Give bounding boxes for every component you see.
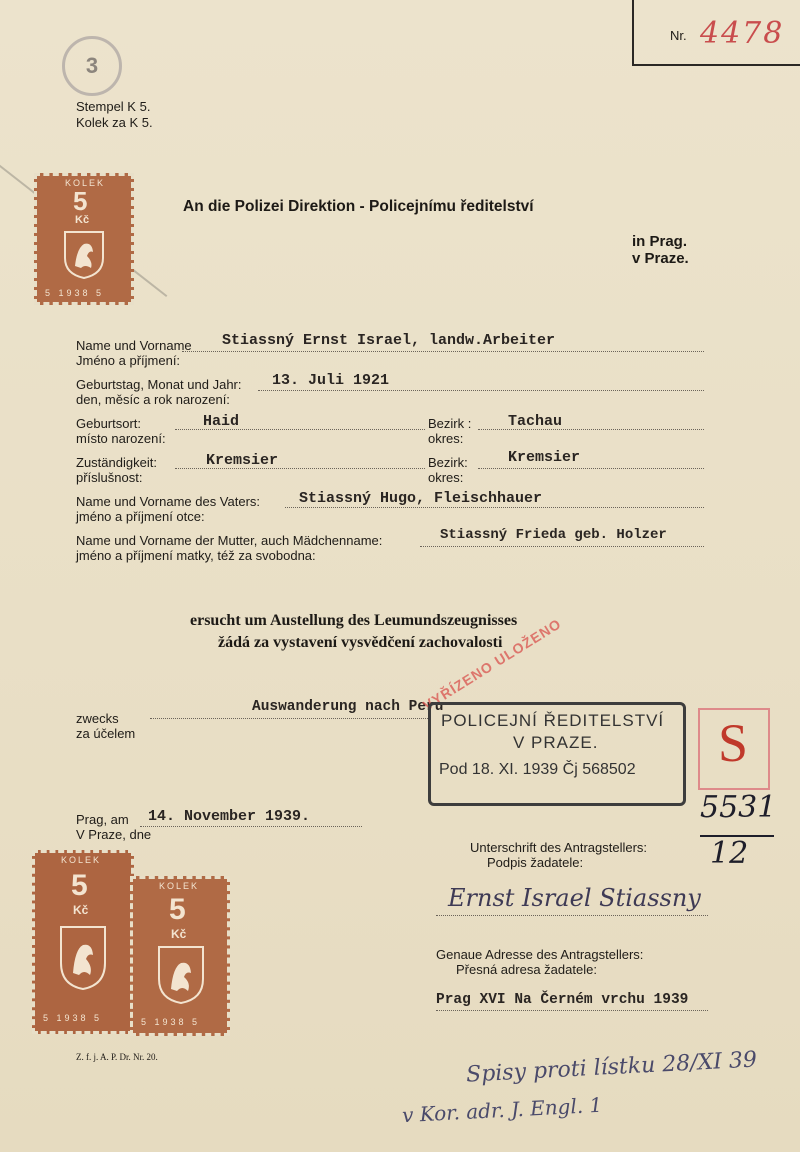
- police-stamp-line3: Pod 18. XI. 1939 Čj 568502: [439, 761, 636, 778]
- mother-underline: [420, 546, 704, 547]
- request-line-cz: žádá za vystavení vysvědčení zachovalosti: [218, 634, 503, 651]
- father-label-cz: jméno a příjmení otce:: [76, 509, 205, 524]
- address-label-cz: Přesná adresa žadatele:: [456, 962, 597, 977]
- stamp-value: 5: [71, 869, 88, 902]
- revenue-stamp-top: [34, 173, 134, 305]
- birth-underline: [258, 390, 704, 391]
- district2-label-cz: okres:: [428, 470, 464, 485]
- registry-number-2: 12: [710, 836, 749, 871]
- handwritten-note-2: v Kor. adr. J. Engl. 1: [401, 1092, 603, 1128]
- name-value: Stiassný Ernst Israel, landw.Arbeiter: [222, 332, 556, 349]
- date-label-de: Prag, am: [76, 812, 129, 827]
- nr-box: [632, 0, 800, 66]
- addressee-title: An die Polizei Direktion - Policejnímu ředitelství: [183, 198, 534, 215]
- registry-number-1: 5531: [700, 790, 777, 825]
- residence-label-de: Zuständigkeit:: [76, 455, 157, 470]
- stamp-currency: Kč: [171, 927, 187, 941]
- circle-number: 3: [85, 53, 99, 78]
- stamp-bottom-text: 5 1938 5: [141, 1017, 201, 1027]
- revenue-stamp-bottom-left: [32, 850, 134, 1034]
- date-value: 14. November 1939.: [148, 808, 311, 825]
- signature-label-cz: Podpis žadatele:: [487, 855, 584, 870]
- district2-value: Kremsier: [508, 449, 581, 466]
- lion-emblem-icon: [59, 228, 109, 280]
- signature-label-de: Unterschrift des Antragstellers:: [470, 840, 648, 855]
- stamp-duty-de: Stempel K 5.: [76, 99, 151, 114]
- district2-label-de: Bezirk:: [428, 455, 468, 470]
- name-underline: [182, 351, 704, 352]
- birthplace-value: Haid: [203, 413, 240, 430]
- stamp-currency: Kč: [75, 214, 90, 226]
- purpose-label-cz: za účelem: [76, 726, 136, 741]
- lion-emblem-icon: [153, 943, 209, 1007]
- stamp-kolek-text: KOLEK: [61, 855, 102, 865]
- father-label-de: Name und Vorname des Vaters:: [76, 494, 261, 509]
- birthplace-underline: [175, 429, 425, 430]
- stamp-kolek-text: KOLEK: [65, 178, 106, 188]
- district1-underline: [478, 429, 704, 430]
- birthplace-label-cz: místo narození:: [76, 431, 166, 446]
- police-stamp-line1: POLICEJNÍ ŘEDITELSTVÍ: [441, 711, 665, 730]
- mother-value: Stiassný Frieda geb. Holzer: [440, 527, 667, 543]
- district1-value: Tachau: [508, 413, 563, 430]
- police-stamp-line2: V PRAZE.: [513, 733, 599, 752]
- date-underline: [140, 826, 362, 827]
- red-registry-box: [698, 708, 770, 790]
- stamp-duty-cz: Kolek za K 5.: [76, 115, 153, 130]
- addressee-place-cz: v Praze.: [632, 250, 689, 267]
- nr-value: 4478: [700, 16, 785, 51]
- stamp-value: 5: [169, 893, 186, 926]
- purpose-underline: [150, 718, 430, 719]
- stamp-bottom-text: 5 1938 5: [45, 288, 105, 298]
- mother-label-cz: jméno a příjmení matky, též za svobodna:: [76, 548, 316, 563]
- mother-label-de: Name und Vorname der Mutter, auch Mädchenname:: [76, 533, 383, 548]
- addressee-place-de: in Prag.: [632, 233, 688, 250]
- purpose-value: Auswanderung nach Peru: [252, 699, 444, 715]
- address-label-de: Genaue Adresse des Antragstellers:: [436, 947, 644, 962]
- name-label-cz: Jméno a příjmení:: [76, 353, 181, 368]
- handwritten-note-1: Spisy proti lístku 28/XI 39: [465, 1047, 758, 1088]
- birth-label-de: Geburtstag, Monat und Jahr:: [76, 377, 242, 392]
- district1-label-cz: okres:: [428, 431, 464, 446]
- police-stamp: [428, 702, 686, 806]
- form-code: Z. f. j. A. P. Dr. Nr. 20.: [76, 1052, 158, 1062]
- address-underline: [436, 1010, 708, 1011]
- district2-underline: [478, 468, 704, 469]
- residence-value: Kremsier: [206, 452, 279, 469]
- address-value: Prag XVI Na Černém vrchu 1939: [436, 992, 689, 1008]
- birthplace-label-de: Geburtsort:: [76, 416, 142, 431]
- name-label-de: Name und Vorname: [76, 338, 192, 353]
- registry-letter: S: [718, 713, 749, 773]
- father-underline: [285, 507, 704, 508]
- request-line-de: ersucht um Austellung des Leumundszeugnisses: [190, 612, 518, 629]
- father-value: Stiassný Hugo, Fleischhauer: [299, 490, 543, 507]
- lion-emblem-icon: [55, 923, 111, 993]
- date-label-cz: V Praze, dne: [76, 827, 152, 842]
- signature-underline: [436, 915, 708, 916]
- stamp-bottom-text: 5 1938 5: [43, 1013, 103, 1023]
- stamp-value: 5: [73, 186, 88, 216]
- birth-value: 13. Juli 1921: [272, 372, 390, 389]
- stamp-currency: Kč: [73, 903, 89, 917]
- applicant-signature: Ernst Israel Stiassny: [448, 884, 701, 912]
- purpose-label-de: zwecks: [76, 711, 119, 726]
- residence-underline: [175, 468, 425, 469]
- residence-label-cz: příslušnost:: [76, 470, 143, 485]
- revenue-stamp-bottom-right: [130, 876, 230, 1036]
- stamp-kolek-text: KOLEK: [159, 881, 200, 891]
- district1-label-de: Bezirk :: [428, 416, 472, 431]
- nr-label: Nr.: [670, 28, 687, 43]
- birth-label-cz: den, měsíc a rok narození:: [76, 392, 230, 407]
- circle-number-stamp: [62, 36, 122, 96]
- red-diagonal-stamp: VYŘÍZENO ULOŽENO: [420, 615, 565, 714]
